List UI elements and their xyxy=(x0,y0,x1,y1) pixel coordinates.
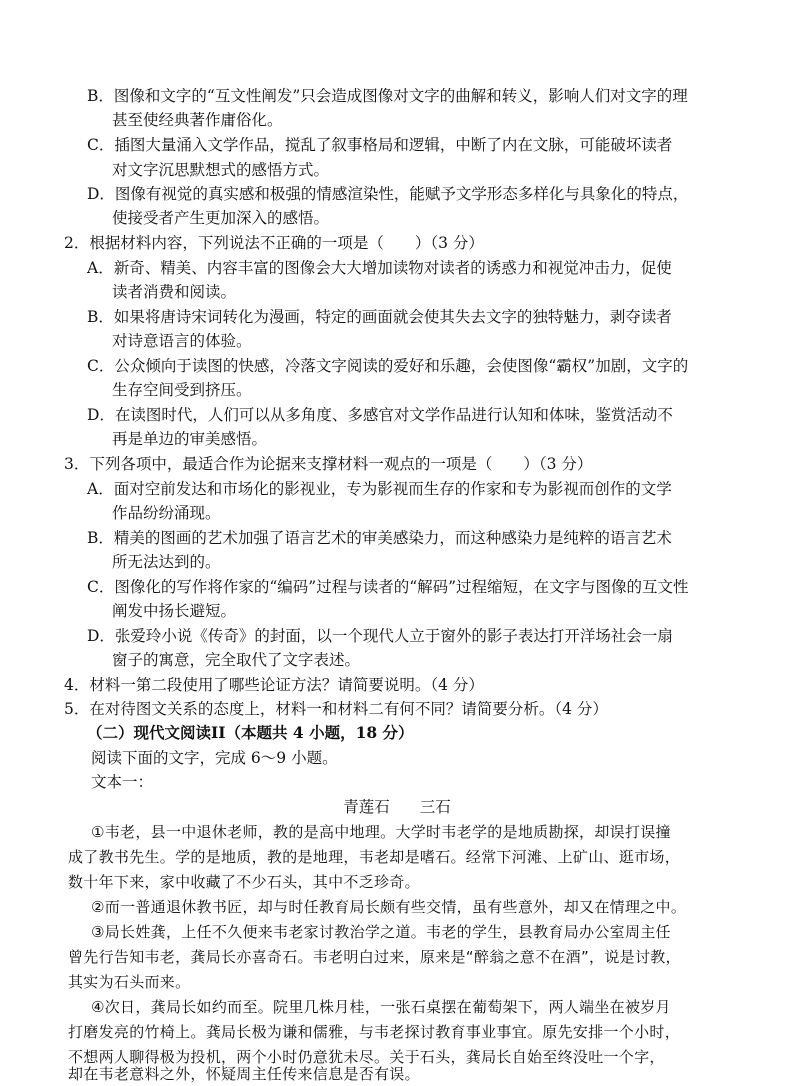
q3-option-b-line1: B．精美的图画的艺术加强了语言艺术的审美感染力，而这种感染力是纯粹的语言艺术 xyxy=(87,529,672,547)
q2-stem: 2．根据材料内容，下列说法不正确的一项是（ ）（3 分） xyxy=(64,234,484,252)
story-author: 三石 xyxy=(419,798,451,816)
q3-option-a-line2: 作品纷纷涌现。 xyxy=(112,504,221,522)
q1-option-b-line2: 甚至使经典著作庸俗化。 xyxy=(112,111,283,129)
story-title: 青莲石 xyxy=(343,798,390,816)
q3-option-d-line1: D．张爱玲小说《传奇》的封面，以一个现代人立于窗外的影子表达打开洋场社会一扇 xyxy=(87,627,673,645)
q2-option-a-line1: A．新奇、精美、内容丰富的图像会大大增加读物对读者的诱惑力和视觉冲击力，促使 xyxy=(87,259,672,277)
q1-option-d-line1: D．图像有视觉的真实感和极强的情感渲染性，能赋予文学形态多样化与具象化的特点， xyxy=(87,185,689,203)
story-p2-line1: ②而一普通退休教书匠，却与时任教育局长颇有些交情，虽有些意外，却又在情理之中。 xyxy=(91,898,687,916)
story-p1-line1: ①韦老，县一中退休老师，教的是高中地理。大学时韦老学的是地质勘探，却误打误撞 xyxy=(91,823,671,841)
q2-option-b-line2: 对诗意语言的体验。 xyxy=(112,332,252,350)
story-p4-line4: 却在韦老意料之外，怀疑周主任传来信息是否有误。 xyxy=(68,1065,420,1083)
section-instruction: 阅读下面的文字，完成 6～9 小题。 xyxy=(91,749,338,767)
story-p1-line2: 成了教书先生。学的是地质，教的是地理，韦老却是嗜石。经常下河滩、上矿山、逛市场， xyxy=(68,848,681,866)
text-label: 文本一： xyxy=(91,773,154,791)
q3-option-a-line1: A．面对空前发达和市场化的影视业，专为影视而生存的作家和专为影视而创作的文学 xyxy=(87,480,672,498)
story-p3-line3: 其实为石头而来。 xyxy=(68,973,191,991)
story-p4-line3: 不想两人聊得极为投机，两个小时仍意犹未尽。关于石头，龚局长自始至终没吐一个字， xyxy=(68,1048,665,1066)
q3-option-c-line1: C．图像化的写作将作家的“编码”过程与读者的“解码”过程缩短，在文字与图像的互文性 xyxy=(87,578,689,596)
q2-option-d-line1: D．在读图时代，人们可以从多角度、多感官对文学作品进行认知和体味，鉴赏活动不 xyxy=(87,406,673,424)
q3-option-c-line2: 阐发中扬长避短。 xyxy=(112,602,237,620)
q1-option-c-line1: C．插图大量涌入文学作品，搅乱了叙事格局和逻辑，中断了内在文脉，可能破坏读者 xyxy=(87,136,673,154)
story-p4-line2: 打磨发亮的竹椅上。龚局长极为谦和儒雅，与韦老探讨教育事业事宜。原先安排一个小时， xyxy=(68,1023,681,1041)
q3-stem: 3．下列各项中，最适合作为论据来支撑材料一观点的一项是（ ）（3 分） xyxy=(64,455,593,473)
q2-option-c-line1: C．公众倾向于读图的快感，冷落文字阅读的爱好和乐趣，会使图像“霸权”加剧，文字的 xyxy=(87,357,689,375)
q3-option-d-line2: 窗子的寓意，完全取代了文字表述。 xyxy=(112,651,361,669)
story-title-line xyxy=(0,796,794,818)
q1-option-c-line2: 对文字沉思默想式的感悟方式。 xyxy=(112,161,330,179)
story-p4-line1: ④次日，龚局长如约而至。院里几株月桂，一张石桌摆在葡萄架下，两人端坐在被岁月 xyxy=(91,998,671,1016)
story-p3-line2: 曾先行告知韦老，龚局长亦喜奇石。韦老明白过来，原来是“醉翁之意不在酒”，说是讨教， xyxy=(68,948,681,966)
q3-option-b-line2: 所无法达到的。 xyxy=(112,553,221,571)
q2-option-c-line2: 生存空间受到挤压。 xyxy=(112,381,252,399)
q2-option-a-line2: 读者消费和阅读。 xyxy=(112,283,237,301)
q2-option-b-line1: B．如果将唐诗宋词转化为漫画，特定的画面就会使其失去文字的独特魅力，剥夺读者 xyxy=(87,308,672,326)
story-p3-line1: ③局长姓龚，上任不久便来韦老家讨教治学之道。韦老的学生，县教育局办公室周主任 xyxy=(91,923,671,941)
q5-stem: 5．在对待图文关系的态度上，材料一和材料二有何不同？请简要分析。（4 分） xyxy=(64,700,608,718)
story-p1-line3: 数十年下来，家中收藏了不少石头，其中不乏珍奇。 xyxy=(68,873,420,891)
q1-option-b-line1: B．图像和文字的“互文性阐发”只会造成图像对文字的曲解和转义，影响人们对文字的理 xyxy=(87,87,688,105)
q2-option-d-line2: 再是单边的审美感悟。 xyxy=(112,430,268,448)
q1-option-d-line2: 使接受者产生更加深入的感悟。 xyxy=(112,209,330,227)
section-heading: （二）现代文阅读II（本题共 4 小题，18 分） xyxy=(87,723,414,742)
q4-stem: 4．材料一第二段使用了哪些论证方法？请简要说明。（4 分） xyxy=(64,676,484,694)
